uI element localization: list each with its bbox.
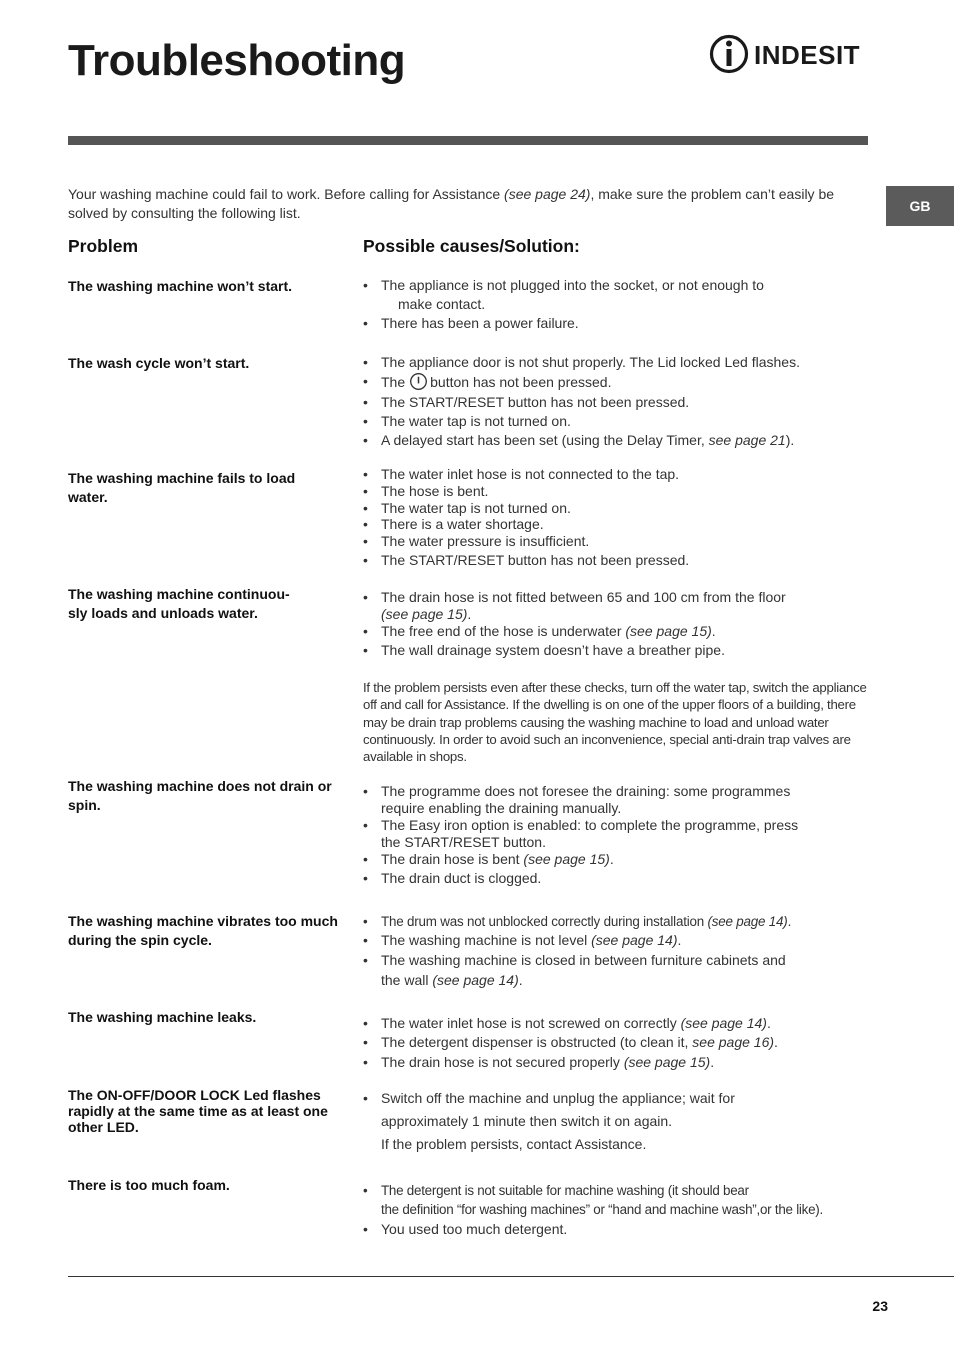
intro-paragraph <box>68 185 863 223</box>
list-item: • A delayed start has been set (using the Delay Timer, see page 21). <box>363 431 863 450</box>
list-item: • The water tap is not turned on. <box>363 500 863 517</box>
list-item: • The drain hose is not secured properly (see page 15). <box>363 1053 863 1072</box>
intro-text-a: Your washing machine could fail to work. Before calling for Assistance <box>68 186 505 202</box>
problem-title-vibrates: The washing machine vibrates too much during the spin cycle. <box>68 913 338 948</box>
list-item: • The water pressure is insufficient. <box>363 533 863 550</box>
list-item: • The drain hose is not fitted between 65 and 100 cm from the floor (see page 15). <box>363 589 863 623</box>
problem-title-led-flashes: The ON-OFF/DOOR LOCK Led flashes rapidly at the same time as at least one other LED. <box>68 1087 328 1135</box>
language-tab: GB <box>886 186 954 226</box>
column-header-problem: Problem <box>68 236 139 256</box>
list-item: • The START/RESET button has not been pressed. <box>363 552 863 569</box>
list-item: • The wall drainage system doesn’t have a breather pipe. <box>363 642 863 659</box>
problem-title-leaks: The washing machine leaks. <box>68 1009 257 1025</box>
causes-list-too-much-foam <box>363 1181 863 1239</box>
problem-title-no-drain-spin: The washing machine does not drain or spin. <box>68 778 332 813</box>
intro-text-b: , make sure the problem can’t easily be solved by consulting the following list. <box>68 186 835 221</box>
list-item: • The button has not been pressed. <box>363 372 863 392</box>
footer-rule <box>68 1276 954 1277</box>
drain-trap-note: If the problem persists even after these checks, turn off the water tap, switch the appliance off and call for Assistance. If the dwelling is on one of the upper floors of a building, there may be drain trap problems causing the washing machine to load and unload water continuously. In order to avoid such an inconvenience, special anti-drain trap valves are available in shops. <box>363 680 867 765</box>
list-item: • The drum was not unblocked correctly during installation (see page 14). <box>363 912 863 931</box>
causes-list-cycle-wont-start <box>363 353 863 450</box>
problem-title-cycle-wont-start: The wash cycle won’t start. <box>68 355 250 371</box>
list-item: • The drain duct is clogged. <box>363 870 863 887</box>
header-bar <box>68 136 868 145</box>
list-item: • There is a water shortage. <box>363 516 863 533</box>
list-item: • The free end of the hose is underwater (see page 15). <box>363 623 863 640</box>
causes-list-no-drain-spin <box>363 783 863 887</box>
list-item: • The hose is bent. <box>363 483 863 500</box>
list-item: • The water tap is not turned on. <box>363 412 863 431</box>
problem-title-continuous-load-unload: The washing machine continuou- sly loads and unloads water. <box>68 586 290 621</box>
list-item: • The programme does not foresee the draining: some programmes require enabling the draining manually. <box>363 783 863 817</box>
list-item: • The appliance door is not shut properly. The Lid locked Led flashes. <box>363 353 863 372</box>
power-button-icon <box>409 372 428 391</box>
list-item: • The Easy iron option is enabled: to complete the programme, press the START/RESET button. <box>363 817 863 851</box>
list-item: • The START/RESET button has not been pressed. <box>363 393 863 412</box>
list-item: • The detergent dispenser is obstructed (to clean it, see page 16). <box>363 1033 863 1052</box>
list-item: • The detergent is not suitable for machine washing (it should bear the definition “for washing machines” or “hand and machine wash”,or the like). <box>363 1181 863 1220</box>
causes-list-vibrates <box>363 912 863 990</box>
list-item: • The washing machine is not level (see page 14). <box>363 931 863 950</box>
page-number: 23 <box>872 1298 888 1314</box>
column-header-causes: Possible causes/Solution: <box>363 236 580 256</box>
intro-reference: (see page 24) <box>504 186 591 202</box>
list-item: • The washing machine is closed in between furniture cabinets and the wall (see page 14). <box>363 951 863 991</box>
list-item: • The water inlet hose is not screwed on correctly (see page 14). <box>363 1014 863 1033</box>
list-item: • Switch off the machine and unplug the appliance; wait for approximately 1 minute then switch it on again. If the problem persists, contact Assistance. <box>363 1088 863 1156</box>
problem-title-wont-start: The washing machine won’t start. <box>68 278 293 294</box>
list-item: • You used too much detergent. <box>363 1220 863 1239</box>
causes-list-fails-load-water <box>363 466 863 569</box>
list-item: • The drain hose is bent (see page 15). <box>363 851 863 868</box>
problem-title-too-much-foam: There is too much foam. <box>68 1177 230 1193</box>
causes-list-wont-start <box>363 276 863 333</box>
list-item: • There has been a power failure. <box>363 314 863 333</box>
causes-list-led-flashes <box>363 1088 863 1156</box>
causes-list-continuous-load-unload <box>363 589 863 659</box>
list-item: • The water inlet hose is not connected to the tap. <box>363 466 863 483</box>
indesit-logo <box>708 33 870 75</box>
causes-list-leaks <box>363 1014 863 1072</box>
logo-wordmark: INDESIT <box>754 40 861 70</box>
page-title: Troubleshooting <box>68 36 406 85</box>
problem-title-fails-load-water: The washing machine fails to load water. <box>68 470 296 505</box>
list-item: • The appliance is not plugged into the socket, or not enough to make contact. <box>363 276 863 314</box>
